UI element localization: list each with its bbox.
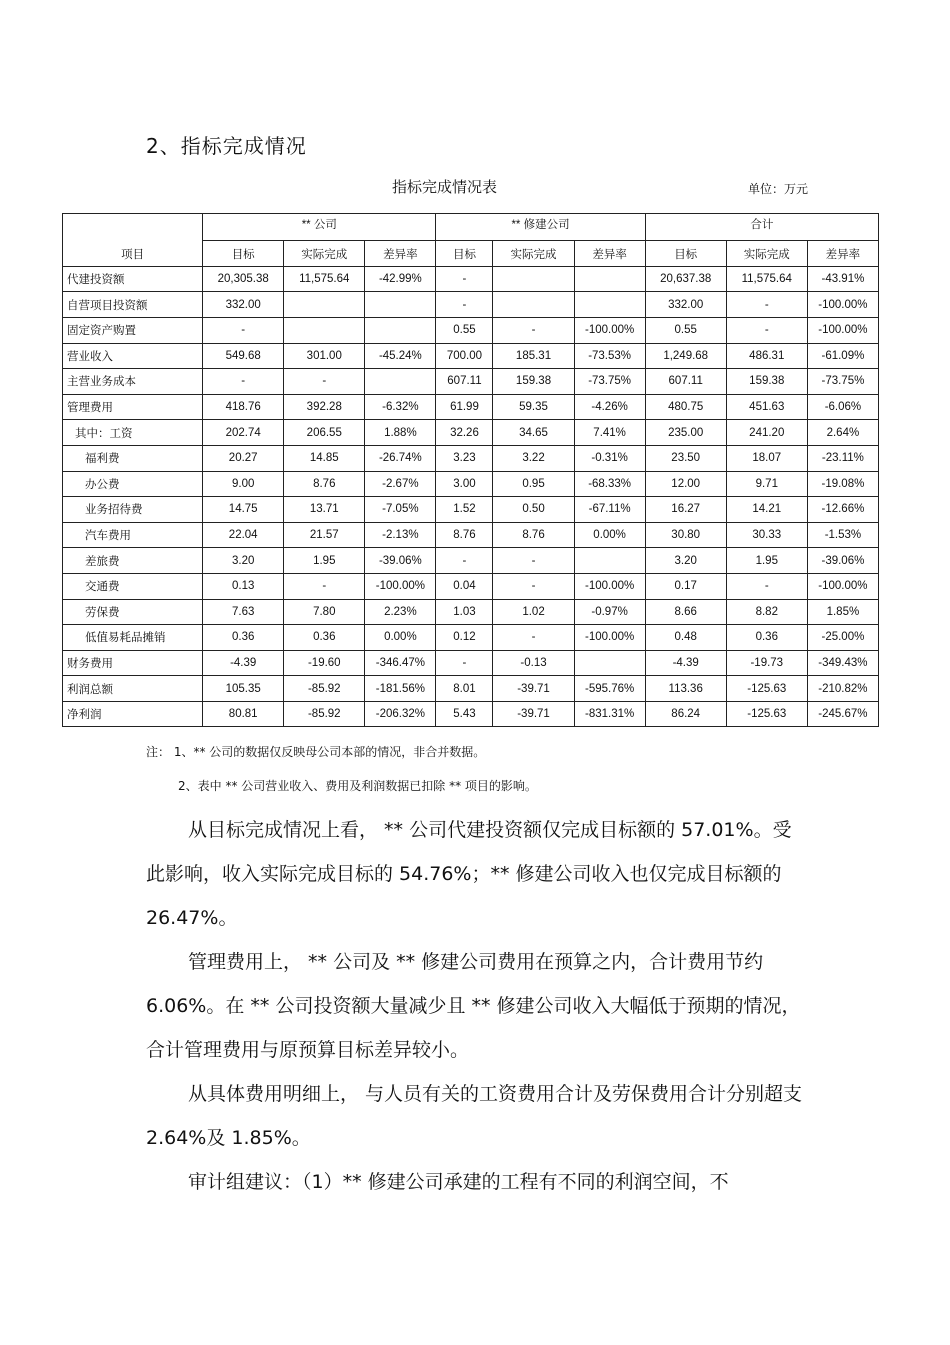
table-cell: -100.00% — [574, 317, 645, 343]
table-cell: 3.00 — [436, 471, 493, 497]
table-note-1: 注： 1、** 公司的数据仅反映母公司本部的情况，非合并数据。 — [146, 745, 486, 759]
paragraph-text: 管理费用上， ** 公司及 ** 修建公司费用在预算之内，合计费用节约 6.06%。在 ** 公司投资额大量减少且 ** 修建公司收入大幅低于预期的情况，合计管理费用与原预算目标差异较小。 — [146, 951, 801, 1061]
table-cell: -346.47% — [365, 650, 436, 676]
table-row — [63, 548, 879, 574]
table-cell: 22.04 — [203, 522, 284, 548]
table-cell: - — [493, 573, 574, 599]
table-cell: 61.99 — [436, 394, 493, 420]
sub-header: 目标 — [436, 241, 493, 266]
table-cell: -125.63 — [726, 701, 807, 727]
table-row — [63, 650, 879, 676]
table-cell: 18.07 — [726, 445, 807, 471]
table-cell: 105.35 — [203, 676, 284, 702]
table-row — [63, 369, 879, 395]
table-cell: -85.92 — [284, 676, 365, 702]
table-cell: - — [203, 317, 284, 343]
table-cell: 11,575.64 — [726, 266, 807, 292]
table-cell: 21.57 — [284, 522, 365, 548]
table-cell: 14.75 — [203, 497, 284, 523]
table-cell: 0.17 — [645, 573, 726, 599]
paragraph-text: 从具体费用明细上， 与人员有关的工资费用合计及劳保费用合计分别超支 2.64%及 1.85%。 — [146, 1083, 803, 1149]
table-cell — [493, 292, 574, 318]
row-label: 差旅费 — [63, 548, 203, 574]
table-cell: 0.12 — [436, 625, 493, 651]
kpi-table-body — [63, 266, 879, 727]
table-cell: -4.39 — [203, 650, 284, 676]
table-cell: - — [726, 292, 807, 318]
sub-header: 差异率 — [365, 241, 436, 266]
unit-label: 单位：万元 — [748, 182, 809, 196]
table-cell: -23.11% — [807, 445, 878, 471]
table-cell: 1.02 — [493, 599, 574, 625]
row-label: 福利费 — [63, 445, 203, 471]
table-row — [63, 420, 879, 446]
table-cell: 7.63 — [203, 599, 284, 625]
row-label: 营业收入 — [63, 343, 203, 369]
table-cell: 0.50 — [493, 497, 574, 523]
table-cell: -61.09% — [807, 343, 878, 369]
table-cell: 1.85% — [807, 599, 878, 625]
table-cell: -19.08% — [807, 471, 878, 497]
table-cell: -0.97% — [574, 599, 645, 625]
table-cell: -85.92 — [284, 701, 365, 727]
table-cell: 7.41% — [574, 420, 645, 446]
section-heading: 2、指标完成情况 — [146, 134, 307, 158]
table-row — [63, 701, 879, 727]
table-cell: - — [284, 369, 365, 395]
table-cell: 59.35 — [493, 394, 574, 420]
table-cell: -100.00% — [365, 573, 436, 599]
row-label: 汽车费用 — [63, 522, 203, 548]
table-row — [63, 317, 879, 343]
table-row — [63, 266, 879, 292]
table-cell: - — [493, 548, 574, 574]
table-cell — [574, 548, 645, 574]
table-cell: 0.55 — [436, 317, 493, 343]
table-cell: 607.11 — [645, 369, 726, 395]
table-cell: -206.32% — [365, 701, 436, 727]
table-cell: 1.88% — [365, 420, 436, 446]
table-cell: 486.31 — [726, 343, 807, 369]
table-cell: 159.38 — [493, 369, 574, 395]
table-cell: -39.06% — [807, 548, 878, 574]
table-cell: 8.76 — [493, 522, 574, 548]
table-cell — [365, 292, 436, 318]
table-row — [63, 394, 879, 420]
table-cell: -45.24% — [365, 343, 436, 369]
paragraph-expense-details — [146, 1072, 806, 1160]
table-row — [63, 676, 879, 702]
table-cell: 0.55 — [645, 317, 726, 343]
table-cell: -39.71 — [493, 676, 574, 702]
table-cell: 0.36 — [284, 625, 365, 651]
table-cell: 8.76 — [436, 522, 493, 548]
table-cell: 9.71 — [726, 471, 807, 497]
table-cell: 113.36 — [645, 676, 726, 702]
table-cell: -4.39 — [645, 650, 726, 676]
table-cell: -67.11% — [574, 497, 645, 523]
table-cell: - — [726, 573, 807, 599]
table-cell: -73.75% — [807, 369, 878, 395]
table-cell: 0.04 — [436, 573, 493, 599]
table-row — [63, 292, 879, 318]
row-label: 净利润 — [63, 701, 203, 727]
table-cell: -100.00% — [574, 625, 645, 651]
table-cell: 8.66 — [645, 599, 726, 625]
table-cell: 20,305.38 — [203, 266, 284, 292]
row-label: 业务招待费 — [63, 497, 203, 523]
table-note-2: 2、表中 ** 公司营业收入、费用及利润数据已扣除 ** 项目的影响。 — [178, 779, 537, 793]
table-cell: -349.43% — [807, 650, 878, 676]
table-cell: -4.26% — [574, 394, 645, 420]
table-cell: 13.71 — [284, 497, 365, 523]
table-cell: 480.75 — [645, 394, 726, 420]
row-label: 主营业务成本 — [63, 369, 203, 395]
sub-header: 实际完成 — [284, 241, 365, 266]
table-cell: 0.00% — [574, 522, 645, 548]
table-cell: 0.36 — [726, 625, 807, 651]
table-cell: -26.74% — [365, 445, 436, 471]
table-cell: 0.48 — [645, 625, 726, 651]
table-cell: 0.95 — [493, 471, 574, 497]
table-cell: -39.06% — [365, 548, 436, 574]
table-cell: 14.85 — [284, 445, 365, 471]
table-cell: 80.81 — [203, 701, 284, 727]
table-row — [63, 599, 879, 625]
table-cell: -831.31% — [574, 701, 645, 727]
table-cell: 8.01 — [436, 676, 493, 702]
table-cell: -68.33% — [574, 471, 645, 497]
table-cell — [574, 292, 645, 318]
table-cell — [493, 266, 574, 292]
table-cell: -19.60 — [284, 650, 365, 676]
kpi-table — [62, 213, 879, 727]
table-cell — [574, 266, 645, 292]
sub-header: 差异率 — [574, 241, 645, 266]
table-cell: 3.23 — [436, 445, 493, 471]
table-cell: - — [203, 369, 284, 395]
sub-header: 目标 — [203, 241, 284, 266]
table-cell: -100.00% — [807, 317, 878, 343]
table-cell: 86.24 — [645, 701, 726, 727]
sub-header: 目标 — [645, 241, 726, 266]
group-header-construction: ** 修建公司 — [436, 214, 645, 241]
row-label: 固定资产购置 — [63, 317, 203, 343]
row-label: 低值易耗品摊销 — [63, 625, 203, 651]
table-cell: -125.63 — [726, 676, 807, 702]
table-cell: 8.82 — [726, 599, 807, 625]
table-cell: -42.99% — [365, 266, 436, 292]
table-cell: 1,249.68 — [645, 343, 726, 369]
table-cell: -73.53% — [574, 343, 645, 369]
table-cell: 1.03 — [436, 599, 493, 625]
row-label: 财务费用 — [63, 650, 203, 676]
table-cell: -2.13% — [365, 522, 436, 548]
sub-header: 实际完成 — [726, 241, 807, 266]
table-cell — [284, 292, 365, 318]
table-cell: 3.22 — [493, 445, 574, 471]
row-label: 自营项目投资额 — [63, 292, 203, 318]
table-cell: - — [284, 573, 365, 599]
table-cell: 14.21 — [726, 497, 807, 523]
table-cell: -7.05% — [365, 497, 436, 523]
table-cell: - — [436, 650, 493, 676]
sub-header: 实际完成 — [493, 241, 574, 266]
table-cell: -2.67% — [365, 471, 436, 497]
table-row — [63, 471, 879, 497]
table-cell: -0.13 — [493, 650, 574, 676]
table-cell: 1.95 — [284, 548, 365, 574]
table-cell: -181.56% — [365, 676, 436, 702]
sub-header: 差异率 — [807, 241, 878, 266]
table-row — [63, 522, 879, 548]
paragraph-admin-expenses — [146, 940, 806, 1072]
table-cell: 241.20 — [726, 420, 807, 446]
table-cell: - — [436, 292, 493, 318]
table-cell: 32.26 — [436, 420, 493, 446]
table-cell: 332.00 — [203, 292, 284, 318]
row-label: 交通费 — [63, 573, 203, 599]
table-row — [63, 625, 879, 651]
table-cell: 12.00 — [645, 471, 726, 497]
table-cell: -73.75% — [574, 369, 645, 395]
table-cell: - — [436, 266, 493, 292]
table-cell: 159.38 — [726, 369, 807, 395]
table-row — [63, 573, 879, 599]
paragraph-audit-suggestion — [146, 1160, 806, 1204]
table-cell: - — [493, 317, 574, 343]
table-cell: 700.00 — [436, 343, 493, 369]
row-label: 管理费用 — [63, 394, 203, 420]
table-cell: 2.23% — [365, 599, 436, 625]
table-cell: 0.13 — [203, 573, 284, 599]
table-cell — [365, 317, 436, 343]
table-cell — [365, 369, 436, 395]
table-cell: 1.95 — [726, 548, 807, 574]
table-cell: 30.33 — [726, 522, 807, 548]
row-label: 利润总额 — [63, 676, 203, 702]
table-cell: -210.82% — [807, 676, 878, 702]
table-cell: 206.55 — [284, 420, 365, 446]
table-cell: 9.00 — [203, 471, 284, 497]
table-cell: 7.80 — [284, 599, 365, 625]
table-cell — [284, 317, 365, 343]
table-cell: 30.80 — [645, 522, 726, 548]
group-header-company: ** 公司 — [203, 214, 436, 241]
table-cell: -25.00% — [807, 625, 878, 651]
table-cell: 392.28 — [284, 394, 365, 420]
table-cell: 5.43 — [436, 701, 493, 727]
table-cell: -1.53% — [807, 522, 878, 548]
table-cell: 2.64% — [807, 420, 878, 446]
table-cell: 607.11 — [436, 369, 493, 395]
table-cell: 20,637.38 — [645, 266, 726, 292]
table-cell: -43.91% — [807, 266, 878, 292]
table-cell: 3.20 — [203, 548, 284, 574]
table-cell: 0.36 — [203, 625, 284, 651]
item-header: 项目 — [63, 214, 203, 267]
table-row — [63, 445, 879, 471]
table-cell: 549.68 — [203, 343, 284, 369]
table-cell: 185.31 — [493, 343, 574, 369]
table-cell: -100.00% — [574, 573, 645, 599]
table-cell: -12.66% — [807, 497, 878, 523]
row-label: 其中：工资 — [63, 420, 203, 446]
table-cell: 3.20 — [645, 548, 726, 574]
table-caption: 指标完成情况表 — [392, 178, 498, 196]
table-cell: -39.71 — [493, 701, 574, 727]
table-cell: 16.27 — [645, 497, 726, 523]
table-cell: -6.32% — [365, 394, 436, 420]
table-cell: - — [436, 548, 493, 574]
table-cell: -100.00% — [807, 292, 878, 318]
table-cell: 451.63 — [726, 394, 807, 420]
table-cell: 34.65 — [493, 420, 574, 446]
table-cell: 332.00 — [645, 292, 726, 318]
table-cell: 0.00% — [365, 625, 436, 651]
row-label: 办公费 — [63, 471, 203, 497]
row-label: 代建投资额 — [63, 266, 203, 292]
table-cell: 418.76 — [203, 394, 284, 420]
row-label: 劳保费 — [63, 599, 203, 625]
table-cell: -0.31% — [574, 445, 645, 471]
paragraph-text: 从目标完成情况上看， ** 公司代建投资额仅完成目标额的 57.01%。受此影响，收入实际完成目标的 54.76%；** 修建公司收入也仅完成目标额的 26.47%。 — [146, 819, 792, 929]
table-cell: -595.76% — [574, 676, 645, 702]
table-cell: - — [493, 625, 574, 651]
table-cell: 202.74 — [203, 420, 284, 446]
table-cell: 301.00 — [284, 343, 365, 369]
group-header-total: 合计 — [645, 214, 878, 241]
table-cell: 8.76 — [284, 471, 365, 497]
table-cell: 1.52 — [436, 497, 493, 523]
table-cell — [574, 650, 645, 676]
table-cell: -100.00% — [807, 573, 878, 599]
table-cell: 235.00 — [645, 420, 726, 446]
table-cell: -245.67% — [807, 701, 878, 727]
table-cell: 11,575.64 — [284, 266, 365, 292]
table-row — [63, 497, 879, 523]
table-cell: -19.73 — [726, 650, 807, 676]
table-row — [63, 343, 879, 369]
table-cell: - — [726, 317, 807, 343]
paragraph-target-completion — [146, 808, 806, 940]
table-cell: 23.50 — [645, 445, 726, 471]
table-cell: -6.06% — [807, 394, 878, 420]
paragraph-text: 审计组建议：（1）** 修建公司承建的工程有不同的利润空间，不 — [188, 1171, 729, 1193]
table-cell: 20.27 — [203, 445, 284, 471]
